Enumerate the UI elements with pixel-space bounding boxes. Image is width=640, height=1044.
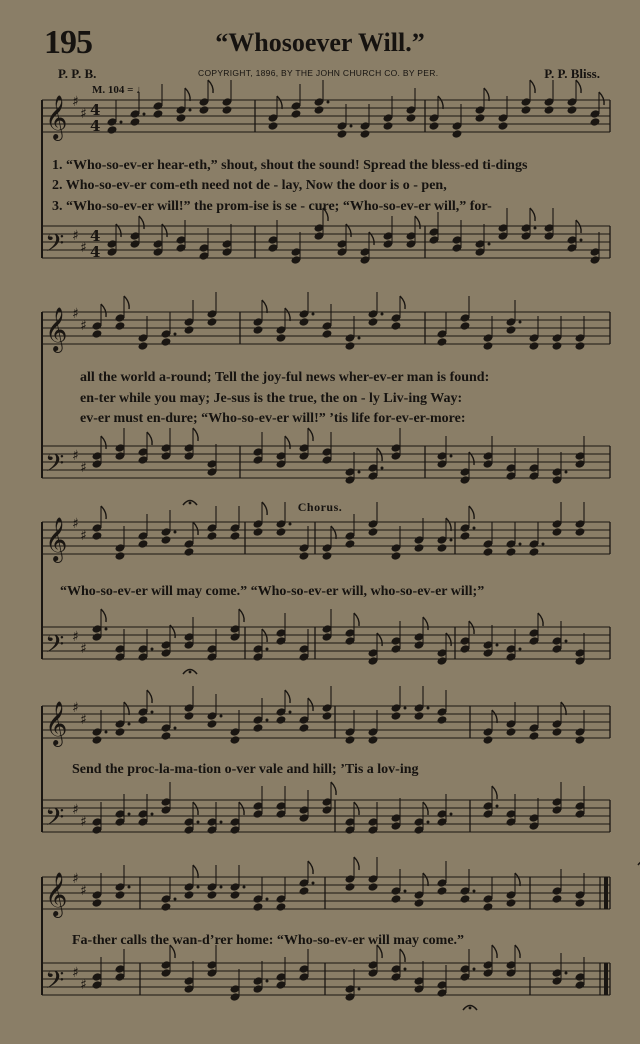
notehead bbox=[437, 337, 448, 347]
dot bbox=[312, 882, 315, 885]
notehead bbox=[299, 317, 310, 327]
dot bbox=[151, 648, 154, 651]
notehead bbox=[460, 321, 471, 331]
notehead bbox=[92, 531, 103, 541]
notehead bbox=[437, 886, 448, 896]
bass-clef: 𝄢 bbox=[45, 449, 65, 484]
treble-clef: 𝄞 bbox=[45, 701, 68, 745]
bass-clef: 𝄢 bbox=[45, 229, 65, 264]
note-flag bbox=[101, 304, 106, 317]
notehead bbox=[521, 105, 532, 115]
notehead bbox=[207, 719, 218, 729]
dot bbox=[404, 890, 407, 893]
notehead bbox=[575, 735, 586, 745]
sharp-sign: ♯ bbox=[72, 94, 79, 110]
notehead bbox=[483, 341, 494, 351]
note-flag bbox=[193, 428, 198, 441]
notehead bbox=[161, 902, 172, 912]
notehead bbox=[253, 902, 264, 912]
notehead bbox=[253, 723, 264, 733]
note-flag bbox=[262, 300, 267, 313]
dot bbox=[120, 121, 123, 124]
note-flag bbox=[599, 92, 604, 105]
notehead bbox=[414, 543, 425, 553]
time-signature: 4 bbox=[90, 101, 101, 119]
note-flag bbox=[308, 428, 313, 441]
dot bbox=[534, 227, 537, 230]
final-barline-thick bbox=[604, 877, 608, 909]
note-flag bbox=[400, 949, 405, 962]
bass-clef: 𝄢 bbox=[45, 966, 65, 1001]
notehead bbox=[230, 531, 241, 541]
notehead bbox=[207, 531, 218, 541]
note-flag bbox=[530, 80, 535, 93]
fermata-dot bbox=[189, 671, 192, 674]
dot bbox=[496, 805, 499, 808]
notehead bbox=[276, 902, 287, 912]
notehead bbox=[322, 329, 333, 339]
notehead bbox=[115, 551, 126, 561]
sharp-sign: ♯ bbox=[80, 528, 87, 544]
notehead bbox=[199, 105, 210, 115]
notehead bbox=[391, 711, 402, 721]
note-flag bbox=[147, 432, 152, 445]
notehead bbox=[322, 551, 333, 561]
note-flag bbox=[208, 80, 213, 93]
notehead bbox=[184, 547, 195, 557]
sharp-sign: ♯ bbox=[80, 814, 87, 830]
notehead bbox=[253, 527, 264, 537]
notehead bbox=[452, 129, 463, 139]
notehead bbox=[483, 902, 494, 912]
dot bbox=[105, 731, 108, 734]
note-flag bbox=[423, 617, 428, 630]
notehead bbox=[291, 109, 302, 119]
sharp-sign: ♯ bbox=[72, 965, 79, 981]
dot bbox=[220, 715, 223, 718]
note-flag bbox=[277, 96, 282, 109]
dot bbox=[105, 628, 108, 631]
notehead bbox=[575, 341, 586, 351]
sharp-sign: ♯ bbox=[80, 977, 87, 993]
notehead bbox=[414, 711, 425, 721]
dot bbox=[565, 640, 568, 643]
notehead bbox=[506, 898, 517, 908]
bass-clef: 𝄢 bbox=[45, 803, 65, 838]
dot bbox=[128, 886, 131, 889]
notehead bbox=[460, 531, 471, 541]
dot bbox=[174, 898, 177, 901]
dot bbox=[289, 711, 292, 714]
tempo-marking: M. 104 = ♩ bbox=[92, 84, 148, 96]
notehead bbox=[161, 731, 172, 741]
dot bbox=[580, 239, 583, 242]
notehead bbox=[268, 121, 279, 131]
lyric-line-verse1-b: all the world a-round; Tell the joy-ful news wher-ev-er man is found: bbox=[80, 370, 490, 385]
dot bbox=[519, 321, 522, 324]
notehead bbox=[437, 715, 448, 725]
note-flag bbox=[492, 710, 497, 723]
dot bbox=[488, 243, 491, 246]
notehead bbox=[115, 890, 126, 900]
notehead bbox=[345, 539, 356, 549]
notehead bbox=[161, 337, 172, 347]
dot bbox=[174, 727, 177, 730]
note-flag bbox=[538, 613, 543, 626]
time-signature: 4 bbox=[90, 117, 101, 135]
sharp-sign: ♯ bbox=[80, 106, 87, 122]
notehead bbox=[368, 735, 379, 745]
treble-clef: 𝄞 bbox=[45, 872, 68, 916]
notehead bbox=[176, 113, 187, 123]
lyric-line-chorus-2: Send the proc-la-ma-tion o-ver vale and hill; ’Tis a lov-ing bbox=[72, 762, 419, 777]
sharp-sign: ♯ bbox=[72, 700, 79, 716]
dot bbox=[381, 313, 384, 316]
notehead bbox=[552, 527, 563, 537]
note-flag bbox=[331, 526, 336, 539]
final-barline-thick bbox=[604, 963, 608, 995]
note-flag bbox=[124, 296, 129, 309]
dot bbox=[358, 337, 361, 340]
dot bbox=[542, 543, 545, 546]
dot bbox=[519, 648, 522, 651]
notehead bbox=[130, 117, 141, 127]
chorus-label: Chorus. bbox=[297, 500, 343, 514]
note-flag bbox=[193, 865, 198, 878]
notehead bbox=[437, 543, 448, 553]
words-credit: P. P. B. bbox=[58, 66, 97, 81]
notehead bbox=[460, 894, 471, 904]
note-flag bbox=[484, 88, 489, 101]
dot bbox=[243, 886, 246, 889]
notehead bbox=[552, 894, 563, 904]
treble-clef: 𝄞 bbox=[45, 307, 68, 351]
dot bbox=[450, 539, 453, 542]
sharp-sign: ♯ bbox=[80, 240, 87, 256]
notehead bbox=[483, 735, 494, 745]
note-flag bbox=[193, 522, 198, 535]
time-signature: 4 bbox=[90, 243, 101, 261]
dot bbox=[143, 113, 146, 116]
note-flag bbox=[561, 702, 566, 715]
dot bbox=[404, 707, 407, 710]
note-flag bbox=[185, 88, 190, 101]
dot bbox=[189, 109, 192, 112]
notehead bbox=[253, 325, 264, 335]
lyric-line-verse2: 2. Who-so-ev-er com-eth need not de - lay, Now the door is o - pen, bbox=[52, 178, 447, 193]
notehead bbox=[391, 551, 402, 561]
dot bbox=[151, 711, 154, 714]
sharp-sign: ♯ bbox=[80, 460, 87, 476]
dot bbox=[350, 125, 353, 128]
notehead bbox=[360, 129, 371, 139]
notehead bbox=[529, 547, 540, 557]
dot bbox=[358, 471, 361, 474]
sharp-sign: ♯ bbox=[72, 306, 79, 322]
notehead bbox=[184, 890, 195, 900]
note-flag bbox=[308, 698, 313, 711]
note-flag bbox=[400, 296, 405, 309]
notehead bbox=[575, 898, 586, 908]
note-flag bbox=[139, 216, 144, 229]
note-flag bbox=[423, 873, 428, 886]
notehead bbox=[368, 527, 379, 537]
note-flag bbox=[331, 782, 336, 795]
notehead bbox=[230, 890, 241, 900]
notehead bbox=[414, 898, 425, 908]
notehead bbox=[161, 535, 172, 545]
notehead bbox=[207, 890, 218, 900]
notehead bbox=[92, 735, 103, 745]
notehead bbox=[552, 727, 563, 737]
notehead bbox=[429, 121, 440, 131]
notehead bbox=[207, 317, 218, 327]
notehead bbox=[153, 109, 164, 119]
notehead bbox=[138, 341, 149, 351]
note-flag bbox=[446, 518, 451, 531]
sharp-sign: ♯ bbox=[80, 712, 87, 728]
sharp-sign: ♯ bbox=[72, 802, 79, 818]
note-flag bbox=[101, 609, 106, 622]
treble-clef: 𝄞 bbox=[45, 95, 68, 139]
dot bbox=[220, 886, 223, 889]
note-flag bbox=[415, 216, 420, 229]
notehead bbox=[276, 715, 287, 725]
lyric-line-verse3-b: ev-er must en-dure; “Who-so-ev-er will!” ’tis life for-ev-er-more: bbox=[80, 411, 466, 426]
notehead bbox=[115, 727, 126, 737]
lyric-line-verse2-b: en-ter while you may; Je-sus is the true, the on - ly Liv-ing Way: bbox=[80, 391, 463, 406]
notehead bbox=[337, 129, 348, 139]
notehead bbox=[506, 325, 517, 335]
sharp-sign: ♯ bbox=[72, 629, 79, 645]
time-signature: 4 bbox=[90, 227, 101, 245]
treble-clef: 𝄞 bbox=[45, 517, 68, 561]
notehead bbox=[590, 117, 601, 127]
dot bbox=[266, 980, 269, 983]
dot bbox=[197, 886, 200, 889]
notehead bbox=[276, 527, 287, 537]
sharp-sign: ♯ bbox=[80, 318, 87, 334]
lyric-line-verse3: 3. “Who-so-ev-er will!” the prom-ise is se - cure; “Who-so-ev-er will,” for- bbox=[52, 199, 492, 214]
note-flag bbox=[515, 873, 520, 886]
dot bbox=[565, 972, 568, 975]
dot bbox=[266, 898, 269, 901]
dot bbox=[266, 648, 269, 651]
notehead bbox=[138, 715, 149, 725]
notehead bbox=[552, 341, 563, 351]
notehead bbox=[506, 727, 517, 737]
notehead bbox=[230, 735, 241, 745]
dot bbox=[128, 813, 131, 816]
notehead bbox=[299, 886, 310, 896]
sharp-sign: ♯ bbox=[80, 883, 87, 899]
note-flag bbox=[239, 609, 244, 622]
dot bbox=[174, 531, 177, 534]
notehead bbox=[345, 882, 356, 892]
dot bbox=[427, 821, 430, 824]
copyright-notice: COPYRIGHT, 1896, BY THE JOHN CHURCH CO. BY PER. bbox=[198, 68, 439, 78]
note-flag bbox=[124, 702, 129, 715]
notehead bbox=[383, 121, 394, 131]
notehead bbox=[368, 882, 379, 892]
notehead bbox=[92, 898, 103, 908]
notehead bbox=[368, 317, 379, 327]
notehead bbox=[506, 547, 517, 557]
fermata-dot bbox=[469, 1007, 472, 1010]
notehead bbox=[184, 711, 195, 721]
sharp-sign: ♯ bbox=[72, 516, 79, 532]
note-flag bbox=[354, 857, 359, 870]
notehead bbox=[138, 539, 149, 549]
notehead bbox=[299, 551, 310, 561]
dot bbox=[358, 988, 361, 991]
notehead bbox=[115, 321, 126, 331]
note-flag bbox=[101, 436, 106, 449]
dot bbox=[197, 821, 200, 824]
dot bbox=[496, 644, 499, 647]
dot bbox=[565, 471, 568, 474]
dot bbox=[450, 455, 453, 458]
notehead bbox=[391, 894, 402, 904]
sharp-sign: ♯ bbox=[72, 871, 79, 887]
note-flag bbox=[285, 690, 290, 703]
dot bbox=[174, 333, 177, 336]
notehead bbox=[475, 113, 486, 123]
dot bbox=[266, 719, 269, 722]
note-flag bbox=[147, 690, 152, 703]
lyric-line-chorus-1: “Who-so-ev-er will may come.” “Who-so-ev-er will, who-so-ev-er will;” bbox=[60, 584, 485, 599]
dot bbox=[450, 813, 453, 816]
notehead bbox=[345, 341, 356, 351]
dot bbox=[473, 968, 476, 971]
sharp-sign: ♯ bbox=[72, 448, 79, 464]
sharp-sign: ♯ bbox=[72, 228, 79, 244]
dot bbox=[473, 890, 476, 893]
notehead bbox=[322, 711, 333, 721]
note-flag bbox=[308, 861, 313, 874]
note-flag bbox=[438, 96, 443, 109]
dot bbox=[327, 101, 330, 104]
dot bbox=[151, 813, 154, 816]
notehead bbox=[406, 113, 417, 123]
lyric-line-verse1: 1. “Who-so-ev-er hear-eth,” shout, shout the sound! Spread the bless-ed ti-dings bbox=[52, 158, 528, 173]
notehead bbox=[498, 121, 509, 131]
dot bbox=[312, 313, 315, 316]
hymn-title: “Whosoever Will.” bbox=[215, 28, 425, 57]
note-flag bbox=[492, 786, 497, 799]
notehead bbox=[299, 723, 310, 733]
notehead bbox=[483, 547, 494, 557]
notehead bbox=[544, 105, 555, 115]
sharp-sign: ♯ bbox=[80, 641, 87, 657]
notehead bbox=[184, 325, 195, 335]
notehead bbox=[276, 333, 287, 343]
notehead bbox=[391, 321, 402, 331]
notehead bbox=[529, 731, 540, 741]
dot bbox=[427, 707, 430, 710]
notehead bbox=[314, 105, 325, 115]
dot bbox=[381, 467, 384, 470]
notehead bbox=[575, 527, 586, 537]
notehead bbox=[345, 735, 356, 745]
note-flag bbox=[285, 308, 290, 321]
dot bbox=[519, 543, 522, 546]
dot bbox=[473, 527, 476, 530]
dot bbox=[220, 821, 223, 824]
notehead bbox=[107, 125, 118, 135]
lyric-line-chorus-3: Fa-ther calls the wan-d’rer home: “Who-so-ev-er will may come.” bbox=[72, 933, 465, 948]
bass-clef: 𝄢 bbox=[45, 630, 65, 665]
notehead bbox=[92, 329, 103, 339]
dot bbox=[128, 723, 131, 726]
notehead bbox=[567, 105, 578, 115]
music-credit: P. P. Bliss. bbox=[544, 66, 600, 81]
note-flag bbox=[354, 613, 359, 626]
dot bbox=[289, 523, 292, 526]
hymn-number: 195 bbox=[44, 24, 92, 61]
notehead bbox=[529, 341, 540, 351]
note-flag bbox=[285, 436, 290, 449]
notehead bbox=[222, 105, 233, 115]
dot bbox=[404, 968, 407, 971]
